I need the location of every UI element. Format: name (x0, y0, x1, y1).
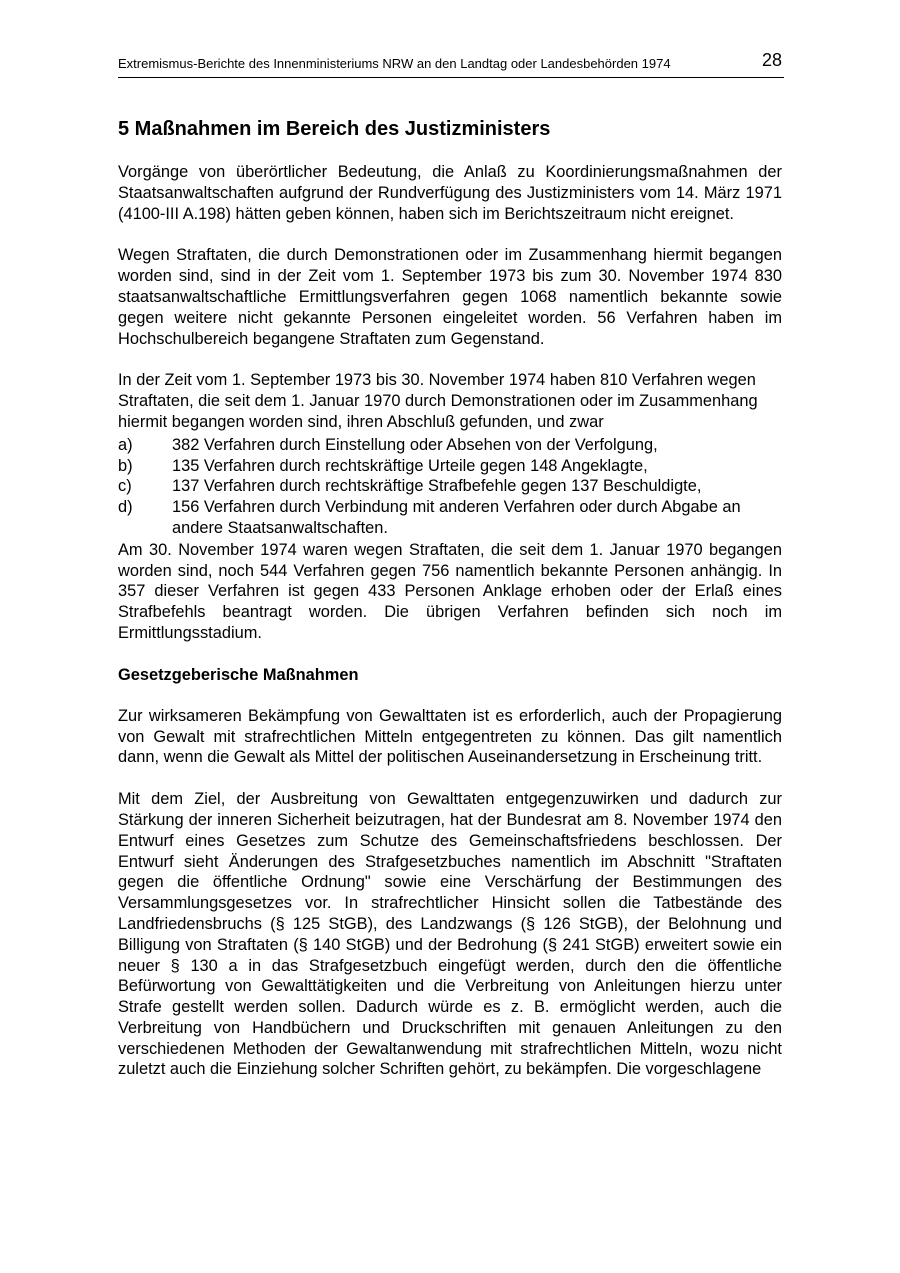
paragraph: Am 30. November 1974 waren wegen Straftaten, die seit dem 1. Januar 1970 begangen worden sind, noch 544 Verfahren gegen 756 namentlich bekannte Personen anhängig. In 357 dieser Verfahren ist gegen 433 Personen Anklage erhoben oder der Erlaß eines Strafbefehls beantragt worden. Die übrigen Verfahren befinden sich noch im Ermittlungsstadium. (118, 540, 782, 642)
paragraph: Mit dem Ziel, der Ausbreitung von Gewalttaten entgegenzuwirken und dadurch zur Stärkung der inneren Sicherheit beizutragen, hat der Bundesrat am 8. November 1974 den Entwurf eines Gesetzes zum Schutze des Gemeinschaftsfriedens beschlossen. Der Entwurf sieht Änderungen des Strafgesetzbuches namentlich im Abschnitt "Straftaten gegen die öffentliche Ordnung" sowie eine Verschärfung der Bestimmungen des Versammlungsgesetzes vor. In strafrechtlicher Hinsicht sollen die Tatbestände des Landfriedensbruchs (§ 125 StGB), des Landzwangs (§ 126 StGB), der Belohnung und Billigung von Straftaten (§ 140 StGB) und der Bedrohung (§ 241 StGB) erweitert sowie ein neuer § 130 a in das Strafgesetzbuch eingefügt werden, durch den die öffentliche Befürwortung von Gewalttätigkeiten und die Verbreitung von Anleitungen hierzu unter Strafe gestellt werden sollen. Dadurch würde es z. B. ermöglicht werden, auch die Verbreitung von Handbüchern und Druckschriften mit genauen Anleitungen zu den verschiedenen Methoden der Gewaltanwendung mit strafrechtlichen Mitteln, wozu nicht zuletzt auch die Einziehung solcher Schriften gehört, zu bekämpfen. Die vorgeschlagene (118, 790, 782, 1079)
paragraph: Zur wirksameren Bekämpfung von Gewalttaten ist es erforderlich, auch der Propagierung von Gewalt mit strafrechtlichen Mitteln entgegentreten zu können. Das gilt namentlich dann, wenn die Gewalt als Mittel der politischen Auseinandersetzung in Erscheinung tritt. (118, 706, 782, 767)
list-item-label: d) (118, 498, 133, 517)
list-item (118, 497, 782, 539)
page-number: 28 (761, 50, 782, 70)
page-content (118, 117, 782, 1101)
section-heading: 5 Maßnahmen im Bereich des Justizministers (118, 118, 551, 140)
list-item (118, 456, 782, 477)
paragraph: Vorgänge von überörtlicher Bedeutung, die Anlaß zu Koordinierungsmaßnahmen der Staatsanwaltschaften aufgrund der Rundverfügung des Justizministers vom 14. März 1971 (4100-III A.198) hätten geben können, haben sich im Berichtszeitraum nicht ereignet. (118, 163, 782, 223)
paragraph: In der Zeit vom 1. September 1973 bis 30. November 1974 haben 810 Verfahren wegen Straftaten, die seit dem 1. Januar 1970 durch Demonstrationen oder im Zusammenhang hiermit begangen worden sind, ihren Abschluß gefunden, und zwar (118, 371, 758, 431)
list-item-label: c) (118, 477, 132, 496)
list-item (118, 435, 782, 456)
list-item (118, 476, 782, 497)
list-item-text: 135 Verfahren durch rechtskräftige Urteile gegen 148 Angeklagte, (172, 456, 648, 475)
list-item-text: 382 Verfahren durch Einstellung oder Absehen von der Verfolgung, (172, 435, 658, 454)
outcome-list (118, 435, 782, 539)
subsection-heading: Gesetzgeberische Maßnahmen (118, 665, 359, 684)
list-item-label: a) (118, 435, 133, 454)
list-item-text: 156 Verfahren durch Verbindung mit anderen Verfahren oder durch Abgabe an andere Staatsanwaltschaften. (172, 498, 741, 537)
list-item-label: b) (118, 456, 133, 475)
list-item-text: 137 Verfahren durch rechtskräftige Strafbefehle gegen 137 Beschuldigte, (172, 477, 702, 496)
header-title: Extremismus-Berichte des Innenministeriums NRW an den Landtag oder Landesbehörden 1974 (118, 56, 671, 71)
page-header (118, 50, 784, 78)
paragraph: Wegen Straftaten, die durch Demonstrationen oder im Zusammenhang hiermit begangen worden sind, sind in der Zeit vom 1. September 1973 bis zum 30. November 1974 830 staatsanwaltschaftliche Ermittlungsverfahren gegen 1068 namentlich bekannte sowie gegen weitere nicht gekannte Personen eingeleitet worden. 56 Verfahren haben im Hochschulbereich begangene Straftaten zum Gegenstand. (118, 246, 782, 348)
